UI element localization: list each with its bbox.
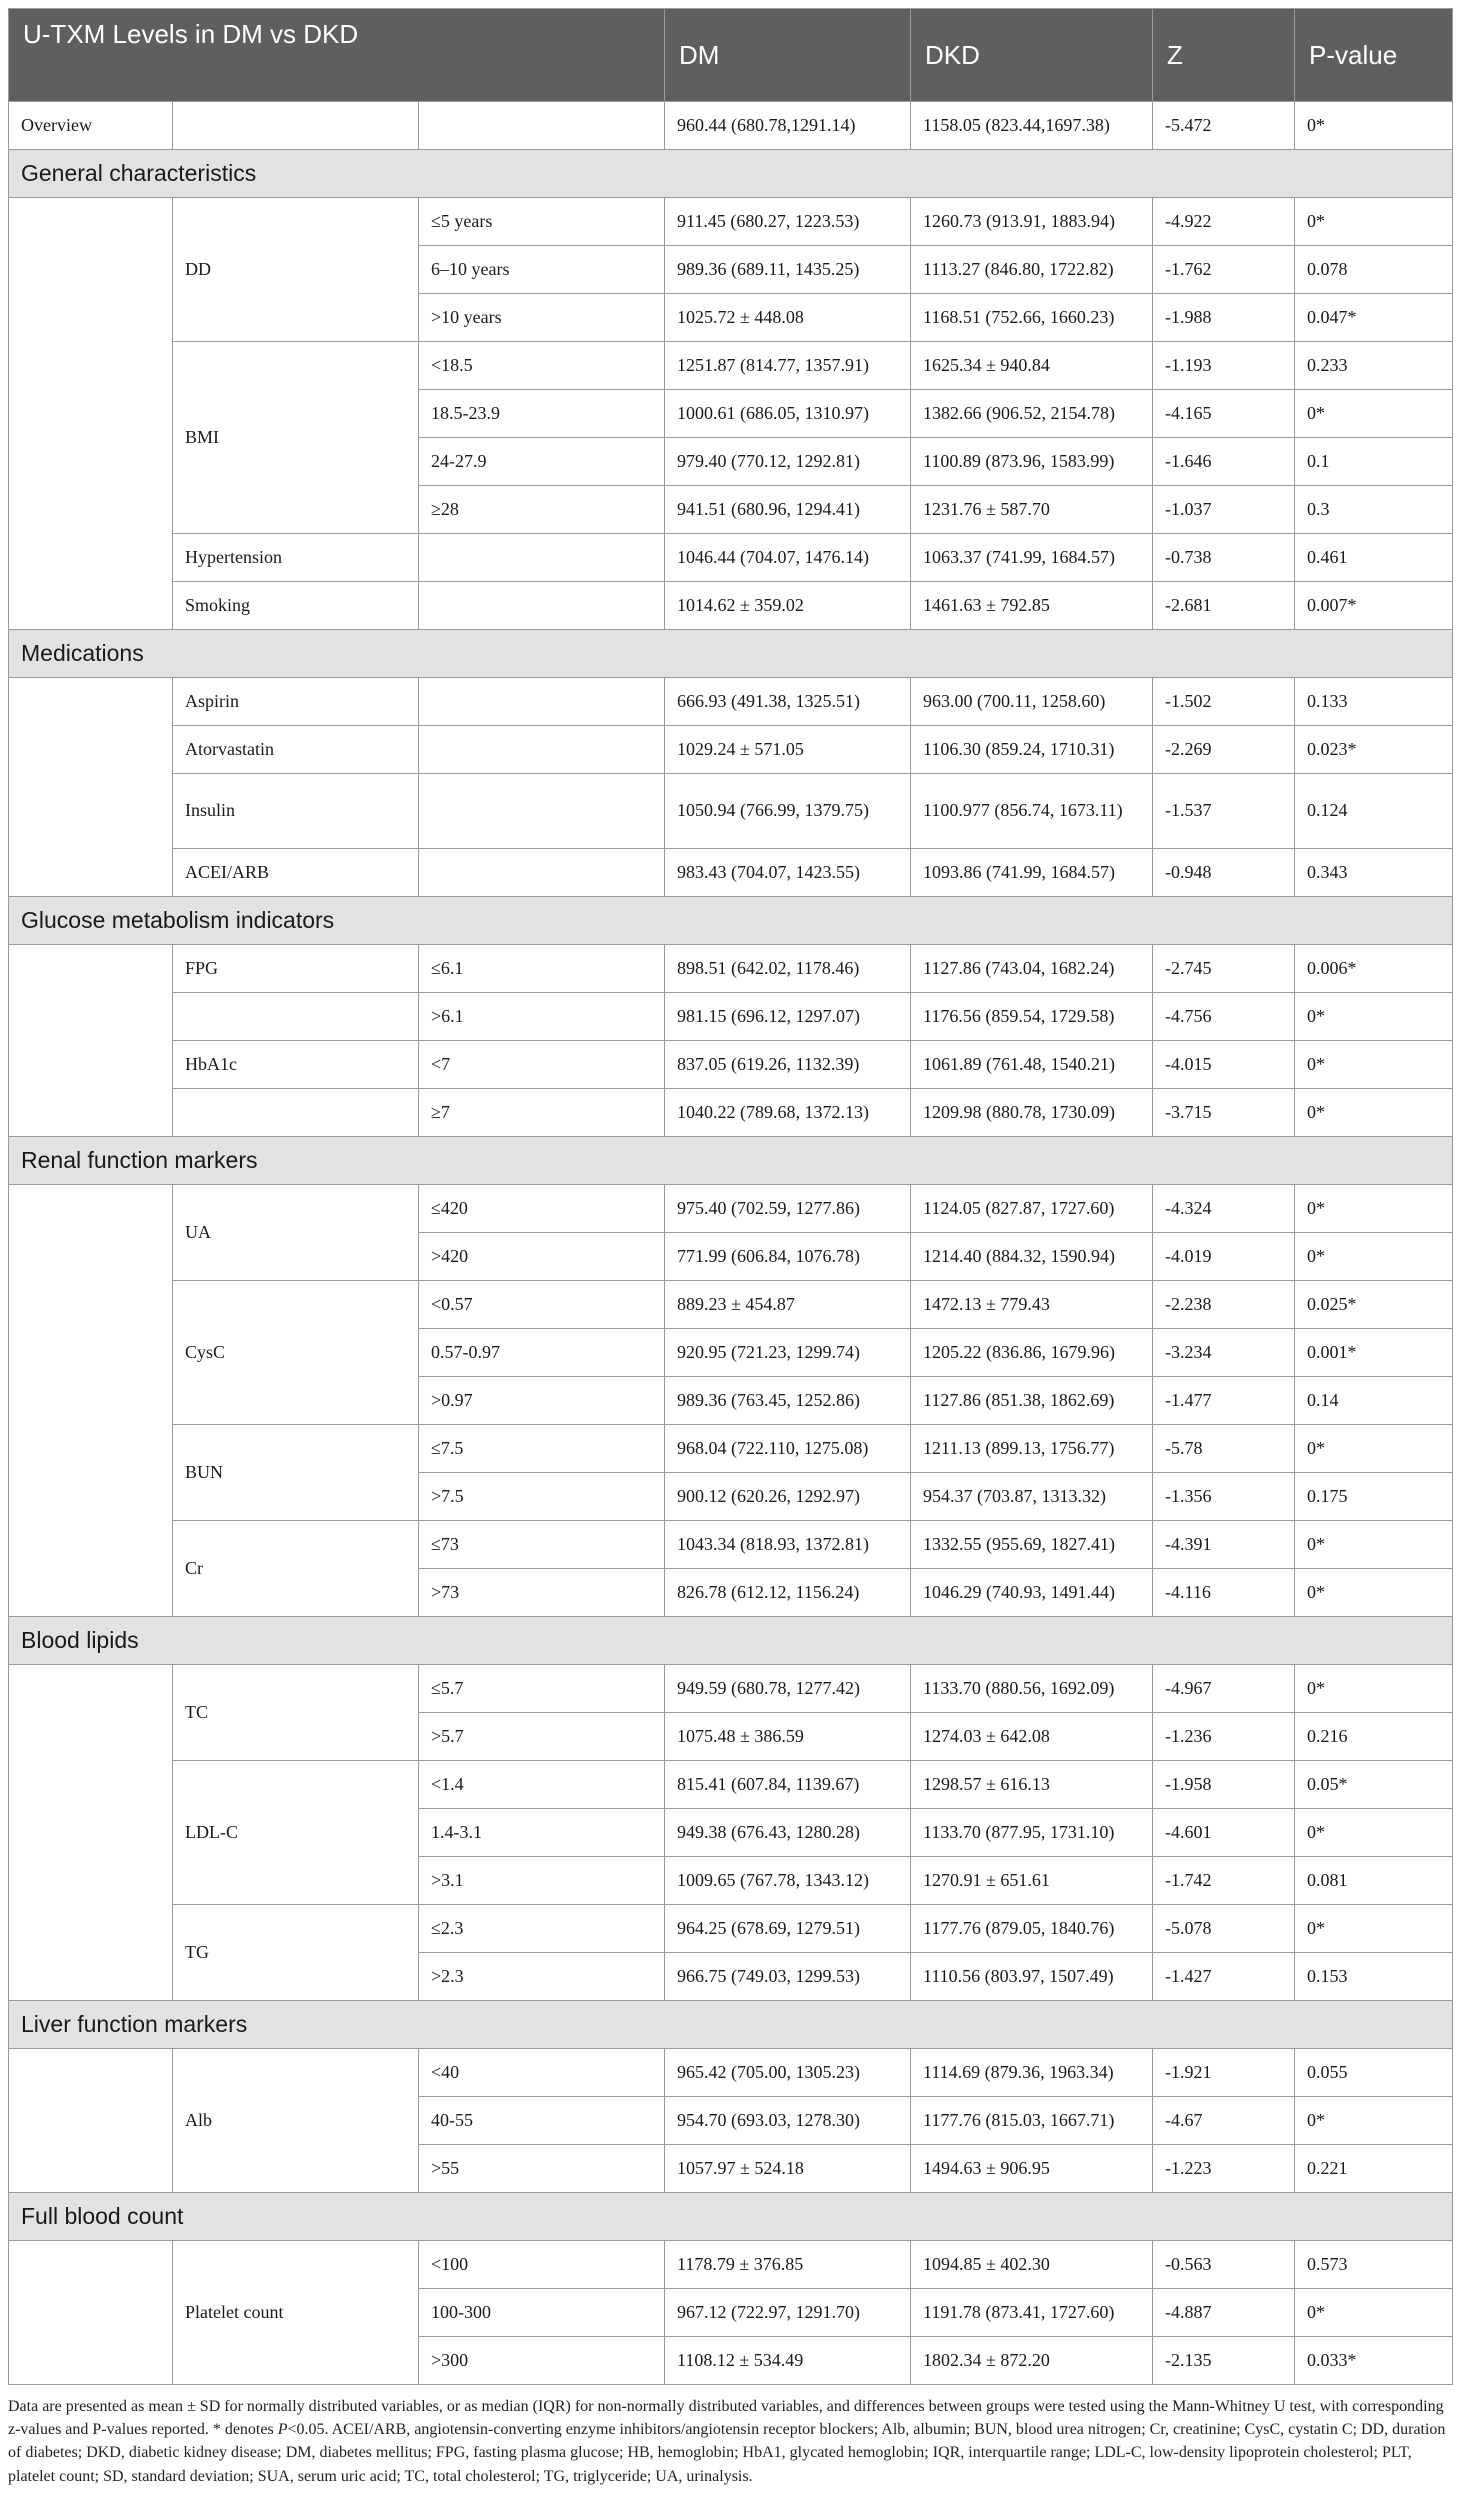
dkd-value: 1046.29 (740.93, 1491.44) — [911, 1569, 1153, 1617]
p-value: 0.055 — [1295, 2049, 1453, 2097]
p-value: 0.023* — [1295, 726, 1453, 774]
subgroup-label: >3.1 — [419, 1857, 665, 1905]
p-value: 0* — [1295, 1521, 1453, 1569]
dkd-value: 1106.30 (859.24, 1710.31) — [911, 726, 1153, 774]
dkd-value: 1802.34 ± 872.20 — [911, 2337, 1153, 2385]
column-header-z: Z — [1153, 9, 1295, 102]
p-value: 0.343 — [1295, 849, 1453, 897]
section-title: Liver function markers — [9, 2001, 1453, 2049]
variable-label: Platelet count — [173, 2241, 419, 2385]
dm-value: 967.12 (722.97, 1291.70) — [665, 2289, 911, 2337]
z-value: -4.67 — [1153, 2097, 1295, 2145]
dkd-value: 1274.03 ± 642.08 — [911, 1713, 1153, 1761]
dm-value: 989.36 (763.45, 1252.86) — [665, 1377, 911, 1425]
variable-label: HbA1c — [173, 1041, 419, 1089]
subgroup-label: 0.57-0.97 — [419, 1329, 665, 1377]
p-value: 0* — [1295, 2097, 1453, 2145]
z-value: -5.078 — [1153, 1905, 1295, 1953]
p-value: 0.05* — [1295, 1761, 1453, 1809]
subgroup-label: <7 — [419, 1041, 665, 1089]
z-value: -1.988 — [1153, 294, 1295, 342]
p-value: 0.081 — [1295, 1857, 1453, 1905]
p-value: 0.1 — [1295, 438, 1453, 486]
p-value: 0* — [1295, 198, 1453, 246]
subgroup-label: >6.1 — [419, 993, 665, 1041]
dm-value: 989.36 (689.11, 1435.25) — [665, 246, 911, 294]
subgroup-label — [419, 678, 665, 726]
subgroup-label: 1.4-3.1 — [419, 1809, 665, 1857]
section-spacer-cell — [9, 2049, 173, 2193]
subgroup-label: ≤73 — [419, 1521, 665, 1569]
dkd-value: 1177.76 (815.03, 1667.71) — [911, 2097, 1153, 2145]
empty-cell — [419, 102, 665, 150]
z-value: -4.165 — [1153, 390, 1295, 438]
table-row — [9, 1521, 1453, 1569]
table-row — [9, 1089, 1453, 1137]
section-spacer-cell — [9, 2241, 173, 2385]
variable-label: Insulin — [173, 774, 419, 849]
table-row — [9, 1041, 1453, 1089]
p-value: 0* — [1295, 1569, 1453, 1617]
dm-value: 975.40 (702.59, 1277.86) — [665, 1185, 911, 1233]
table-row — [9, 993, 1453, 1041]
dkd-value: 963.00 (700.11, 1258.60) — [911, 678, 1153, 726]
variable-label: ACEI/ARB — [173, 849, 419, 897]
dm-value: 966.75 (749.03, 1299.53) — [665, 1953, 911, 2001]
subgroup-label: 100-300 — [419, 2289, 665, 2337]
z-value: -2.745 — [1153, 945, 1295, 993]
z-value: -5.78 — [1153, 1425, 1295, 1473]
dm-value: 1043.34 (818.93, 1372.81) — [665, 1521, 911, 1569]
dkd-value: 1209.98 (880.78, 1730.09) — [911, 1089, 1153, 1137]
dm-value: 898.51 (642.02, 1178.46) — [665, 945, 911, 993]
table-row — [9, 945, 1453, 993]
dm-value: 941.51 (680.96, 1294.41) — [665, 486, 911, 534]
dm-value: 1040.22 (789.68, 1372.13) — [665, 1089, 911, 1137]
dm-value: 965.42 (705.00, 1305.23) — [665, 2049, 911, 2097]
variable-label: TG — [173, 1905, 419, 2001]
z-value: -0.563 — [1153, 2241, 1295, 2289]
variable-label: Atorvastatin — [173, 726, 419, 774]
dkd-value: 1191.78 (873.41, 1727.60) — [911, 2289, 1153, 2337]
subgroup-label: <18.5 — [419, 342, 665, 390]
table-row — [9, 726, 1453, 774]
dm-value: 1108.12 ± 534.49 — [665, 2337, 911, 2385]
table-row — [9, 2049, 1453, 2097]
dm-value: 949.59 (680.78, 1277.42) — [665, 1665, 911, 1713]
variable-label: UA — [173, 1185, 419, 1281]
p-value: 0.078 — [1295, 246, 1453, 294]
section-header-row — [9, 1617, 1453, 1665]
dkd-value: 1298.57 ± 616.13 — [911, 1761, 1153, 1809]
dkd-value: 1133.70 (877.95, 1731.10) — [911, 1809, 1153, 1857]
variable-label: Cr — [173, 1521, 419, 1617]
dkd-value: 1382.66 (906.52, 2154.78) — [911, 390, 1153, 438]
subgroup-label — [419, 774, 665, 849]
p-value: 0.006* — [1295, 945, 1453, 993]
p-value: 0* — [1295, 1425, 1453, 1473]
z-value: -2.681 — [1153, 582, 1295, 630]
dkd-value: 954.37 (703.87, 1313.32) — [911, 1473, 1153, 1521]
variable-label: FPG — [173, 945, 419, 993]
dkd-value: 1127.86 (851.38, 1862.69) — [911, 1377, 1153, 1425]
p-value: 0* — [1295, 1809, 1453, 1857]
subgroup-label: >0.97 — [419, 1377, 665, 1425]
dkd-value: 1332.55 (955.69, 1827.41) — [911, 1521, 1153, 1569]
dm-value: 1014.62 ± 359.02 — [665, 582, 911, 630]
dm-value: 964.25 (678.69, 1279.51) — [665, 1905, 911, 1953]
footnote-text-1: Data are presented as mean ± SD for normally distributed variables, or as median (IQR) for non-normally distributed variables, and differences between groups were tested using the Mann-Whitney U test, with corresponding z-values and P-values reported. * denotes — [8, 2398, 1444, 2439]
dm-value: 1000.61 (686.05, 1310.97) — [665, 390, 911, 438]
footnote-text-2: <0.05. ACEI/ARB, angiotensin-converting enzyme inhibitors/angiotensin receptor blockers; Alb, albumin; BUN, blood urea nitrogen; Cr, creatinine; CysC, cystatin C; DD, duration of diabetes; DKD, diabetic kidney disease; DM, diabetes mellitus; FPG, fasting plasma glucose; HB, hemoglobin; HbA1, glycated hemoglobin; IQR, interquartile range; LDL-C, low-density lipoprotein cholesterol; PLT, platelet count; SD, standard deviation; SUA, serum uric acid; TC, total cholesterol; TG, triglyceride; UA, urinalysis. — [8, 2421, 1446, 2485]
p-value: 0.573 — [1295, 2241, 1453, 2289]
z-value: -1.037 — [1153, 486, 1295, 534]
p-value: 0.216 — [1295, 1713, 1453, 1761]
subgroup-label: >7.5 — [419, 1473, 665, 1521]
variable-label: Aspirin — [173, 678, 419, 726]
header-row — [9, 9, 1453, 102]
dm-value: 1025.72 ± 448.08 — [665, 294, 911, 342]
p-value: 0.461 — [1295, 534, 1453, 582]
dkd-value: 1114.69 (879.36, 1963.34) — [911, 2049, 1153, 2097]
z-value: -1.477 — [1153, 1377, 1295, 1425]
table-title: U-TXM Levels in DM vs DKD — [9, 9, 665, 102]
z-value: -3.715 — [1153, 1089, 1295, 1137]
section-title: Glucose metabolism indicators — [9, 897, 1453, 945]
subgroup-label: <100 — [419, 2241, 665, 2289]
table-row — [9, 198, 1453, 246]
p-value: 0.14 — [1295, 1377, 1453, 1425]
z-value: -1.356 — [1153, 1473, 1295, 1521]
dm-value: 981.15 (696.12, 1297.07) — [665, 993, 911, 1041]
section-title: Blood lipids — [9, 1617, 1453, 1665]
subgroup-label: <1.4 — [419, 1761, 665, 1809]
table-row — [9, 1425, 1453, 1473]
variable-label: LDL-C — [173, 1761, 419, 1905]
subgroup-label: 18.5-23.9 — [419, 390, 665, 438]
z-value: -4.116 — [1153, 1569, 1295, 1617]
dkd-value: 1158.05 (823.44,1697.38) — [911, 102, 1153, 150]
section-title: General characteristics — [9, 150, 1453, 198]
subgroup-label: 40-55 — [419, 2097, 665, 2145]
dm-value: 1075.48 ± 386.59 — [665, 1713, 911, 1761]
dm-value: 954.70 (693.03, 1278.30) — [665, 2097, 911, 2145]
z-value: -2.269 — [1153, 726, 1295, 774]
table-row — [9, 2241, 1453, 2289]
empty-cell — [173, 102, 419, 150]
variable-label: Smoking — [173, 582, 419, 630]
table-row — [9, 534, 1453, 582]
p-value: 0* — [1295, 2289, 1453, 2337]
table-row — [9, 1665, 1453, 1713]
dkd-value: 1260.73 (913.91, 1883.94) — [911, 198, 1153, 246]
section-header-row — [9, 630, 1453, 678]
dkd-value: 1100.977 (856.74, 1673.11) — [911, 774, 1153, 849]
subgroup-label: <40 — [419, 2049, 665, 2097]
dm-value: 815.41 (607.84, 1139.67) — [665, 1761, 911, 1809]
dkd-value: 1127.86 (743.04, 1682.24) — [911, 945, 1153, 993]
dkd-value: 1094.85 ± 402.30 — [911, 2241, 1153, 2289]
z-value: -4.601 — [1153, 1809, 1295, 1857]
dm-value: 900.12 (620.26, 1292.97) — [665, 1473, 911, 1521]
table-row — [9, 342, 1453, 390]
subgroup-label: >73 — [419, 1569, 665, 1617]
dkd-value: 1211.13 (899.13, 1756.77) — [911, 1425, 1153, 1473]
subgroup-label: 6–10 years — [419, 246, 665, 294]
table-row — [9, 678, 1453, 726]
p-value: 0.133 — [1295, 678, 1453, 726]
dkd-value: 1472.13 ± 779.43 — [911, 1281, 1153, 1329]
section-spacer-cell — [9, 198, 173, 630]
subgroup-label: ≤5.7 — [419, 1665, 665, 1713]
table-row — [9, 774, 1453, 849]
p-value: 0* — [1295, 1089, 1453, 1137]
dkd-value: 1124.05 (827.87, 1727.60) — [911, 1185, 1153, 1233]
subgroup-label: >10 years — [419, 294, 665, 342]
table-row — [9, 1761, 1453, 1809]
dm-value: 1251.87 (814.77, 1357.91) — [665, 342, 911, 390]
subgroup-label — [419, 582, 665, 630]
dkd-value: 1168.51 (752.66, 1660.23) — [911, 294, 1153, 342]
table-row — [9, 1905, 1453, 1953]
section-title: Full blood count — [9, 2193, 1453, 2241]
z-value: -1.502 — [1153, 678, 1295, 726]
z-value: -0.738 — [1153, 534, 1295, 582]
p-value: 0.007* — [1295, 582, 1453, 630]
z-value: -4.019 — [1153, 1233, 1295, 1281]
dm-value: 889.23 ± 454.87 — [665, 1281, 911, 1329]
subgroup-label: 24-27.9 — [419, 438, 665, 486]
section-header-row — [9, 2001, 1453, 2049]
section-spacer-cell — [9, 678, 173, 897]
table-container — [8, 8, 1452, 2488]
dkd-value: 1113.27 (846.80, 1722.82) — [911, 246, 1153, 294]
dkd-value: 1270.91 ± 651.61 — [911, 1857, 1153, 1905]
z-value: -5.472 — [1153, 102, 1295, 150]
dkd-value: 1177.76 (879.05, 1840.76) — [911, 1905, 1153, 1953]
subgroup-label: ≥7 — [419, 1089, 665, 1137]
subgroup-label: ≤2.3 — [419, 1905, 665, 1953]
table-row — [9, 1185, 1453, 1233]
p-value: 0.221 — [1295, 2145, 1453, 2193]
z-value: -0.948 — [1153, 849, 1295, 897]
dm-value: 1050.94 (766.99, 1379.75) — [665, 774, 911, 849]
column-header-dkd: DKD — [911, 9, 1153, 102]
subgroup-label — [419, 534, 665, 582]
variable-label — [173, 993, 419, 1041]
dkd-value: 1176.56 (859.54, 1729.58) — [911, 993, 1153, 1041]
z-value: -4.887 — [1153, 2289, 1295, 2337]
table-row — [9, 582, 1453, 630]
dm-value: 771.99 (606.84, 1076.78) — [665, 1233, 911, 1281]
table-row — [9, 849, 1453, 897]
z-value: -4.324 — [1153, 1185, 1295, 1233]
p-value: 0.3 — [1295, 486, 1453, 534]
p-value: 0* — [1295, 993, 1453, 1041]
p-value: 0.033* — [1295, 2337, 1453, 2385]
table-body — [9, 102, 1453, 2385]
p-value: 0.025* — [1295, 1281, 1453, 1329]
p-value: 0.047* — [1295, 294, 1453, 342]
section-header-row — [9, 1137, 1453, 1185]
footnote-p-symbol: P — [277, 2421, 288, 2439]
dkd-value: 1063.37 (741.99, 1684.57) — [911, 534, 1153, 582]
z-value: -3.234 — [1153, 1329, 1295, 1377]
dm-value: 666.93 (491.38, 1325.51) — [665, 678, 911, 726]
table-footnote — [8, 2395, 1452, 2488]
p-value: 0.153 — [1295, 1953, 1453, 2001]
p-value: 0.124 — [1295, 774, 1453, 849]
z-value: -2.135 — [1153, 2337, 1295, 2385]
subgroup-label — [419, 849, 665, 897]
dm-value: 826.78 (612.12, 1156.24) — [665, 1569, 911, 1617]
p-value: 0* — [1295, 1041, 1453, 1089]
subgroup-label: <0.57 — [419, 1281, 665, 1329]
dkd-value: 1231.76 ± 587.70 — [911, 486, 1153, 534]
overview-label: Overview — [9, 102, 173, 150]
dkd-value: 1093.86 (741.99, 1684.57) — [911, 849, 1153, 897]
dm-value: 960.44 (680.78,1291.14) — [665, 102, 911, 150]
subgroup-label: >55 — [419, 2145, 665, 2193]
subgroup-label: >300 — [419, 2337, 665, 2385]
dkd-value: 1100.89 (873.96, 1583.99) — [911, 438, 1153, 486]
dkd-value: 1625.34 ± 940.84 — [911, 342, 1153, 390]
dkd-value: 1205.22 (836.86, 1679.96) — [911, 1329, 1153, 1377]
z-value: -1.427 — [1153, 1953, 1295, 2001]
p-value: 0* — [1295, 390, 1453, 438]
z-value: -2.238 — [1153, 1281, 1295, 1329]
z-value: -4.391 — [1153, 1521, 1295, 1569]
p-value: 0.233 — [1295, 342, 1453, 390]
subgroup-label: ≤7.5 — [419, 1425, 665, 1473]
p-value: 0* — [1295, 102, 1453, 150]
z-value: -4.015 — [1153, 1041, 1295, 1089]
z-value: -4.922 — [1153, 198, 1295, 246]
dkd-value: 1214.40 (884.32, 1590.94) — [911, 1233, 1153, 1281]
z-value: -1.762 — [1153, 246, 1295, 294]
z-value: -4.967 — [1153, 1665, 1295, 1713]
z-value: -1.193 — [1153, 342, 1295, 390]
dm-value: 949.38 (676.43, 1280.28) — [665, 1809, 911, 1857]
dm-value: 1029.24 ± 571.05 — [665, 726, 911, 774]
column-header-p-value: P-value — [1295, 9, 1453, 102]
dkd-value: 1110.56 (803.97, 1507.49) — [911, 1953, 1153, 2001]
z-value: -4.756 — [1153, 993, 1295, 1041]
variable-label — [173, 1089, 419, 1137]
variable-label: BMI — [173, 342, 419, 534]
z-value: -1.921 — [1153, 2049, 1295, 2097]
dm-value: 1057.97 ± 524.18 — [665, 2145, 911, 2193]
dkd-value: 1133.70 (880.56, 1692.09) — [911, 1665, 1153, 1713]
results-table — [8, 8, 1453, 2385]
dkd-value: 1061.89 (761.48, 1540.21) — [911, 1041, 1153, 1089]
p-value: 0.175 — [1295, 1473, 1453, 1521]
p-value: 0.001* — [1295, 1329, 1453, 1377]
dm-value: 837.05 (619.26, 1132.39) — [665, 1041, 911, 1089]
section-header-row — [9, 2193, 1453, 2241]
dkd-value: 1494.63 ± 906.95 — [911, 2145, 1153, 2193]
z-value: -1.958 — [1153, 1761, 1295, 1809]
variable-label: BUN — [173, 1425, 419, 1521]
z-value: -1.236 — [1153, 1713, 1295, 1761]
overview-row — [9, 102, 1453, 150]
dkd-value: 1461.63 ± 792.85 — [911, 582, 1153, 630]
z-value: -1.742 — [1153, 1857, 1295, 1905]
variable-label: Alb — [173, 2049, 419, 2193]
p-value: 0* — [1295, 1665, 1453, 1713]
section-spacer-cell — [9, 1665, 173, 2001]
dm-value: 1046.44 (704.07, 1476.14) — [665, 534, 911, 582]
subgroup-label — [419, 726, 665, 774]
subgroup-label: >2.3 — [419, 1953, 665, 2001]
dm-value: 1009.65 (767.78, 1343.12) — [665, 1857, 911, 1905]
section-title: Medications — [9, 630, 1453, 678]
subgroup-label: ≥28 — [419, 486, 665, 534]
dm-value: 983.43 (704.07, 1423.55) — [665, 849, 911, 897]
p-value: 0* — [1295, 1233, 1453, 1281]
variable-label: Hypertension — [173, 534, 419, 582]
variable-label: DD — [173, 198, 419, 342]
dm-value: 1178.79 ± 376.85 — [665, 2241, 911, 2289]
subgroup-label: ≤420 — [419, 1185, 665, 1233]
section-title: Renal function markers — [9, 1137, 1453, 1185]
subgroup-label: ≤5 years — [419, 198, 665, 246]
dm-value: 911.45 (680.27, 1223.53) — [665, 198, 911, 246]
section-spacer-cell — [9, 945, 173, 1137]
subgroup-label: >420 — [419, 1233, 665, 1281]
z-value: -1.646 — [1153, 438, 1295, 486]
dm-value: 920.95 (721.23, 1299.74) — [665, 1329, 911, 1377]
z-value: -1.537 — [1153, 774, 1295, 849]
variable-label: TC — [173, 1665, 419, 1761]
variable-label: CysC — [173, 1281, 419, 1425]
z-value: -1.223 — [1153, 2145, 1295, 2193]
table-row — [9, 1281, 1453, 1329]
dm-value: 979.40 (770.12, 1292.81) — [665, 438, 911, 486]
column-header-dm: DM — [665, 9, 911, 102]
subgroup-label: >5.7 — [419, 1713, 665, 1761]
subgroup-label: ≤6.1 — [419, 945, 665, 993]
dm-value: 968.04 (722.110, 1275.08) — [665, 1425, 911, 1473]
section-header-row — [9, 897, 1453, 945]
p-value: 0* — [1295, 1905, 1453, 1953]
p-value: 0* — [1295, 1185, 1453, 1233]
section-spacer-cell — [9, 1185, 173, 1617]
section-header-row — [9, 150, 1453, 198]
